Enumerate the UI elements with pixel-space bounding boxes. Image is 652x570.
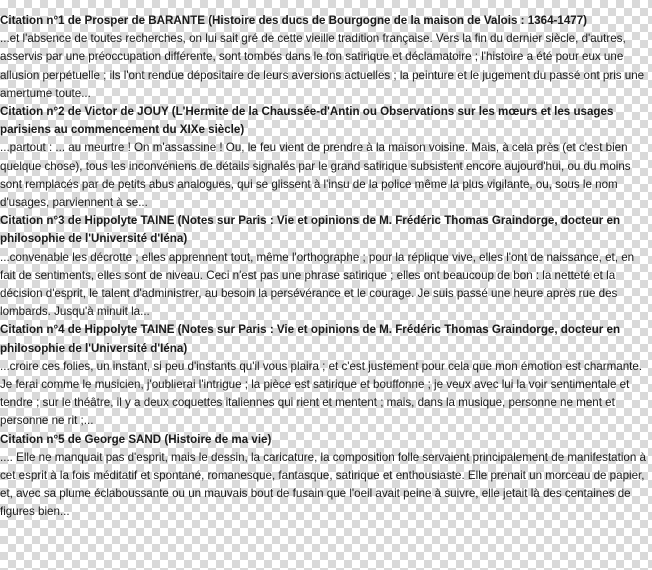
citation-title: Citation n°3 de Hippolyte TAINE (Notes sur Paris : Vie et opinions de M. Frédéric Thomas Graindorge, docteur en philosophie de l'Université d'Iéna) xyxy=(0,214,621,246)
citation-1 xyxy=(0,12,650,103)
citation-4 xyxy=(0,321,650,430)
citation-title: Citation n°5 de George SAND (Histoire de ma vie) xyxy=(0,432,272,446)
citation-text: .... Elle ne manquait pas d'esprit, mais le dessin, la caricature, la composition folle servaient principalement de manifestation à cet esprit à la fois méditatif et spontané, romanesque, fantasque, satirique et enthousiaste. Elle prenait un morceau de papier, et, avec sa plume éclaboussante ou un mauvais bout de fusain que l'oeil avait peine à suivre, elle jetait là des centaines de figures bien... xyxy=(0,450,646,519)
citation-document xyxy=(0,12,650,522)
citation-3 xyxy=(0,212,650,321)
citation-text: ...croire ces folies, un instant, si peu d'instants qu'il vous plaira ; et c'est justement pour cela que mon émotion est charmante. Je ferai comme le musicien, j'oublierai l'intrigue ; la pièce est satirique et bouffonne ; je veux avec lui la voir sentimentale et tendre ; sur le théâtre, il y a deux coquettes italiennes qui rient et mentent ; mais, dans la musique, personne ne ment et personne ne rit ;... xyxy=(0,359,643,428)
citation-title: Citation n°4 de Hippolyte TAINE (Notes sur Paris : Vie et opinions de M. Frédéric Thomas Graindorge, docteur en philosophie de l'Université d'Iéna) xyxy=(0,323,621,355)
citation-title: Citation n°1 de Prosper de BARANTE (Histoire des ducs de Bourgogne de la maison de Valois : 1364-1477) xyxy=(0,14,588,27)
citation-text: ...partout : ... au meurtre ! On m'assassine ! Ou, le feu vient de prendre à la maison voisine. Mais, à cela près (et c'est bien quelque chose), tous les inconvéniens de détails signalés par le grand satirique subsistent encore aujourd'hui, ou du moins sont remplacés par de petits abus analogues, qui se glissent à l'insu de la police même la plus vigilante, ou, sous le nom d'usages, parviennent à se... xyxy=(0,141,631,210)
citation-2 xyxy=(0,103,650,212)
citation-title: Citation n°2 de Victor de JOUY (L'Hermite de la Chaussée-d'Antin ou Observations sur les mœurs et les usages parisiens au commencement du XIXe siècle) xyxy=(0,105,614,137)
citation-5 xyxy=(0,431,650,522)
citation-text: ...et l'absence de toutes recherches, on lui sait gré de cette vieille tradition française. Vers la fin du dernier siècle, d'autres, asservis par une préoccupation différente, sont tombés dans le ton satirique et déclamatoire ; l'histoire a été pour eux une allusion perpétuelle ; ils l'ont rendue dépositaire de leurs aversions actuelles ; la peinture et le jugement du passé ont pris une amertume toute... xyxy=(0,32,645,100)
citation-text: ...convenable les décrotte ; elles apprennent tout, même l'orthographe ; pour la réplique vive, elles l'ont de naissance, et, en fait de sentiments, elles sont de niveau. Ceci n'est pas une phrase satirique ; elles ont beaucoup de bon : la netteté et la décision d'esprit, le talent d'administrer, au besoin la persévérance et le courage. Je suis passé une heure après rue des lombards. Jusqu'à minuit la... xyxy=(0,250,635,319)
